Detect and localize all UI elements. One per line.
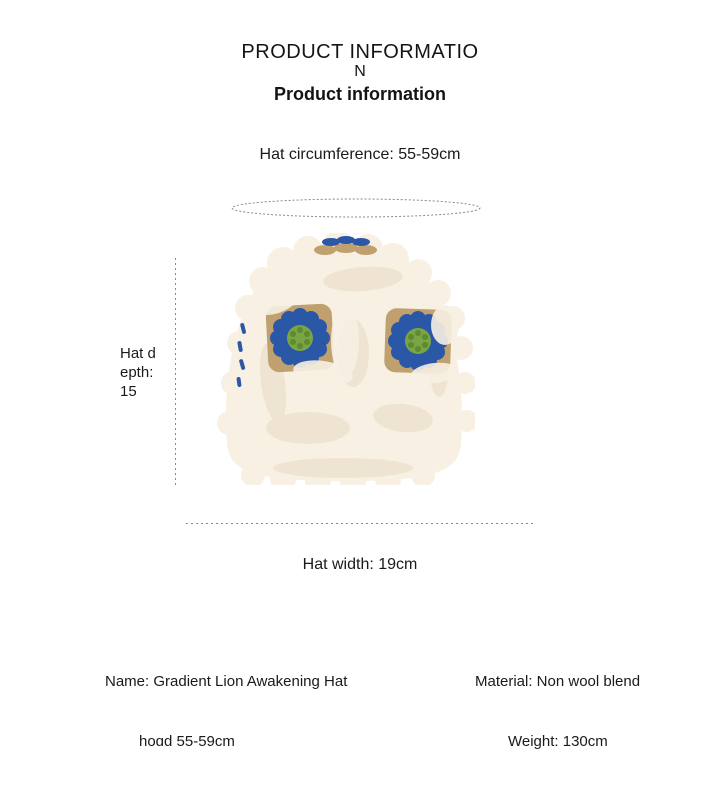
page-title-line1: PRODUCT INFORMATIO (241, 41, 479, 63)
page-subtitle: Product information (274, 84, 446, 104)
hat-circumference-label: Hat circumference: 55-59cm (259, 146, 461, 163)
spec-name: Name: Gradient Lion Awakening Hat (105, 673, 348, 690)
spec-weight: Weight: 130cm (508, 733, 608, 750)
spec-material: Material: Non wool blend (475, 673, 641, 690)
hat-depth-line1: Hat d (120, 345, 156, 362)
dashed-ellipse-graphic (230, 194, 482, 222)
hat-depth-line3: 15 (120, 383, 137, 400)
hat-depth-label (120, 344, 172, 401)
hat-width-label: Hat width: 19cm (302, 556, 418, 573)
page-title-line2: N (354, 63, 366, 80)
circumference-guide-ellipse (230, 194, 482, 227)
depth-guide-line (175, 258, 176, 485)
width-guide-line (186, 523, 534, 524)
product-image (213, 233, 475, 490)
spec-head-circumference: hoɑd 55-59cm (139, 733, 235, 750)
hat-depth-line2: epth: (120, 364, 154, 381)
hat-illustration (213, 233, 475, 485)
